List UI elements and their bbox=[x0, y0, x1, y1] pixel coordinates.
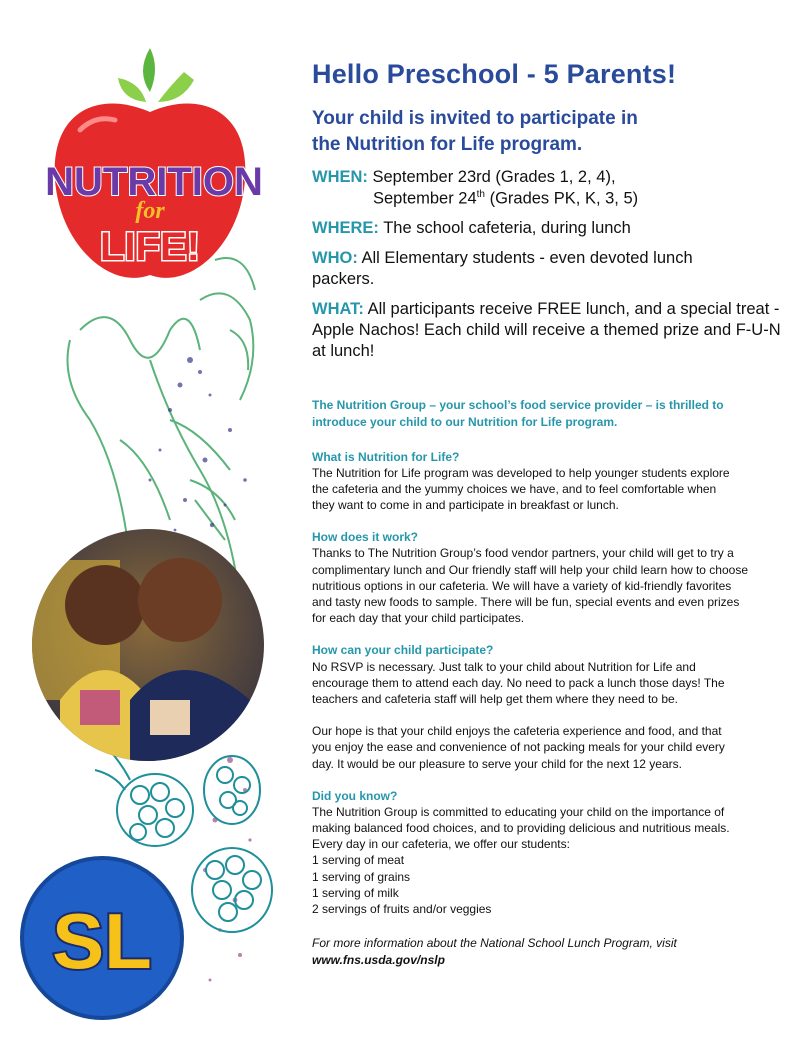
main-content bbox=[312, 58, 782, 969]
when-line-2-pre: September 24 bbox=[373, 189, 477, 208]
footnote bbox=[312, 935, 742, 969]
left-graphics bbox=[0, 0, 300, 1041]
invite-line-2: the Nutrition for Life program. bbox=[312, 133, 583, 155]
logo-word-life: LIFE! bbox=[100, 225, 200, 269]
section-heading-did-you-know: Did you know? bbox=[312, 788, 398, 803]
section-body-did-you-know: The Nutrition Group is committed to educating your child on the importance of making balanced food choices, and to providing delicious and nutritious meals. Every day in our cafeteria, we offer our students: bbox=[312, 804, 730, 852]
section-heading-participate: How can your child participate? bbox=[312, 643, 494, 658]
section-heading-how: How does it work? bbox=[312, 530, 419, 545]
when-label: WHEN: bbox=[312, 167, 368, 186]
logo-word-for: for bbox=[135, 198, 165, 224]
what-block bbox=[312, 299, 782, 363]
section-body-participate: No RSVP is necessary. Just talk to your child about Nutrition for Life and encourage them to attend each day. No need to pack a lunch those days! The teachers and cafeteria staff will help get them where they need to be. bbox=[312, 659, 725, 706]
intro-text: The Nutrition Group – your school’s food service provider – is thrilled to introduce your child to our Nutrition for Life program. bbox=[312, 397, 724, 429]
list-item: 2 servings of fruits and/or veggies bbox=[312, 902, 492, 917]
school-logo-letters: SL bbox=[52, 897, 152, 985]
when-line-1: September 23rd (Grades 1, 2, 4), bbox=[372, 167, 616, 186]
section-body-how: Thanks to The Nutrition Group’s food vendor partners, your child will get to try a complimentary lunch and Our friendly staff will help your child learn how to choose nutritious options in our cafeteria. We will have a variety of kid-friendly favorites and tasty new foods to sample. There will be fun, special events and even prizes for each day that your child participates. bbox=[312, 546, 748, 626]
section-body-participate-2: Our hope is that your child enjoys the cafeteria experience and food, and that you enjoy the ease and convenience of not packing meals for your child every day. It would be our pleasure to serve your child for the next 12 years. bbox=[312, 724, 725, 771]
page-title: Hello Preschool - 5 Parents! bbox=[312, 59, 677, 89]
when-line-2 bbox=[312, 188, 782, 210]
who-label: WHO: bbox=[312, 248, 358, 267]
when-block bbox=[312, 167, 782, 210]
nutrition-for-life-logo bbox=[45, 48, 263, 278]
footnote-text: For more information about the National School Lunch Program, visit bbox=[312, 936, 677, 951]
where-label: WHERE: bbox=[312, 219, 379, 238]
left-decor-column bbox=[0, 0, 300, 1041]
where-text: The school cafeteria, during lunch bbox=[383, 219, 631, 238]
when-line-2-post: (Grades PK, K, 3, 5) bbox=[485, 189, 639, 208]
who-text: All Elementary students - even devoted lunch packers. bbox=[312, 248, 693, 289]
school-logo-sl bbox=[22, 858, 182, 1018]
paint-splatter-icon bbox=[149, 357, 247, 531]
section-heading-what-is: What is Nutrition for Life? bbox=[312, 449, 460, 464]
footnote-url-link[interactable]: www.fns.usda.gov/nslp bbox=[312, 953, 445, 967]
servings-list bbox=[312, 852, 782, 917]
list-item: 1 serving of meat bbox=[312, 853, 405, 868]
logo-word-nutrition: NUTRITION bbox=[45, 160, 263, 204]
what-text: All participants receive FREE lunch, and a special treat - Apple Nachos! Each child will receive a themed prize and F-U-N at lunch! bbox=[312, 299, 781, 361]
when-line-2-sup: th bbox=[476, 189, 485, 201]
section-body-what-is: The Nutrition for Life program was developed to help younger students explore the cafeteria and the yummy choices we have, and to feel comfortable when they want to come in and participate in breakfast or lunch. bbox=[312, 465, 730, 513]
who-block bbox=[312, 248, 712, 291]
invite-heading bbox=[312, 106, 782, 157]
invite-line-1: Your child is invited to participate in bbox=[312, 108, 638, 130]
what-label: WHAT: bbox=[312, 299, 364, 318]
where-block bbox=[312, 218, 782, 239]
list-item: 1 serving of grains bbox=[312, 869, 411, 884]
list-item: 1 serving of milk bbox=[312, 885, 399, 900]
